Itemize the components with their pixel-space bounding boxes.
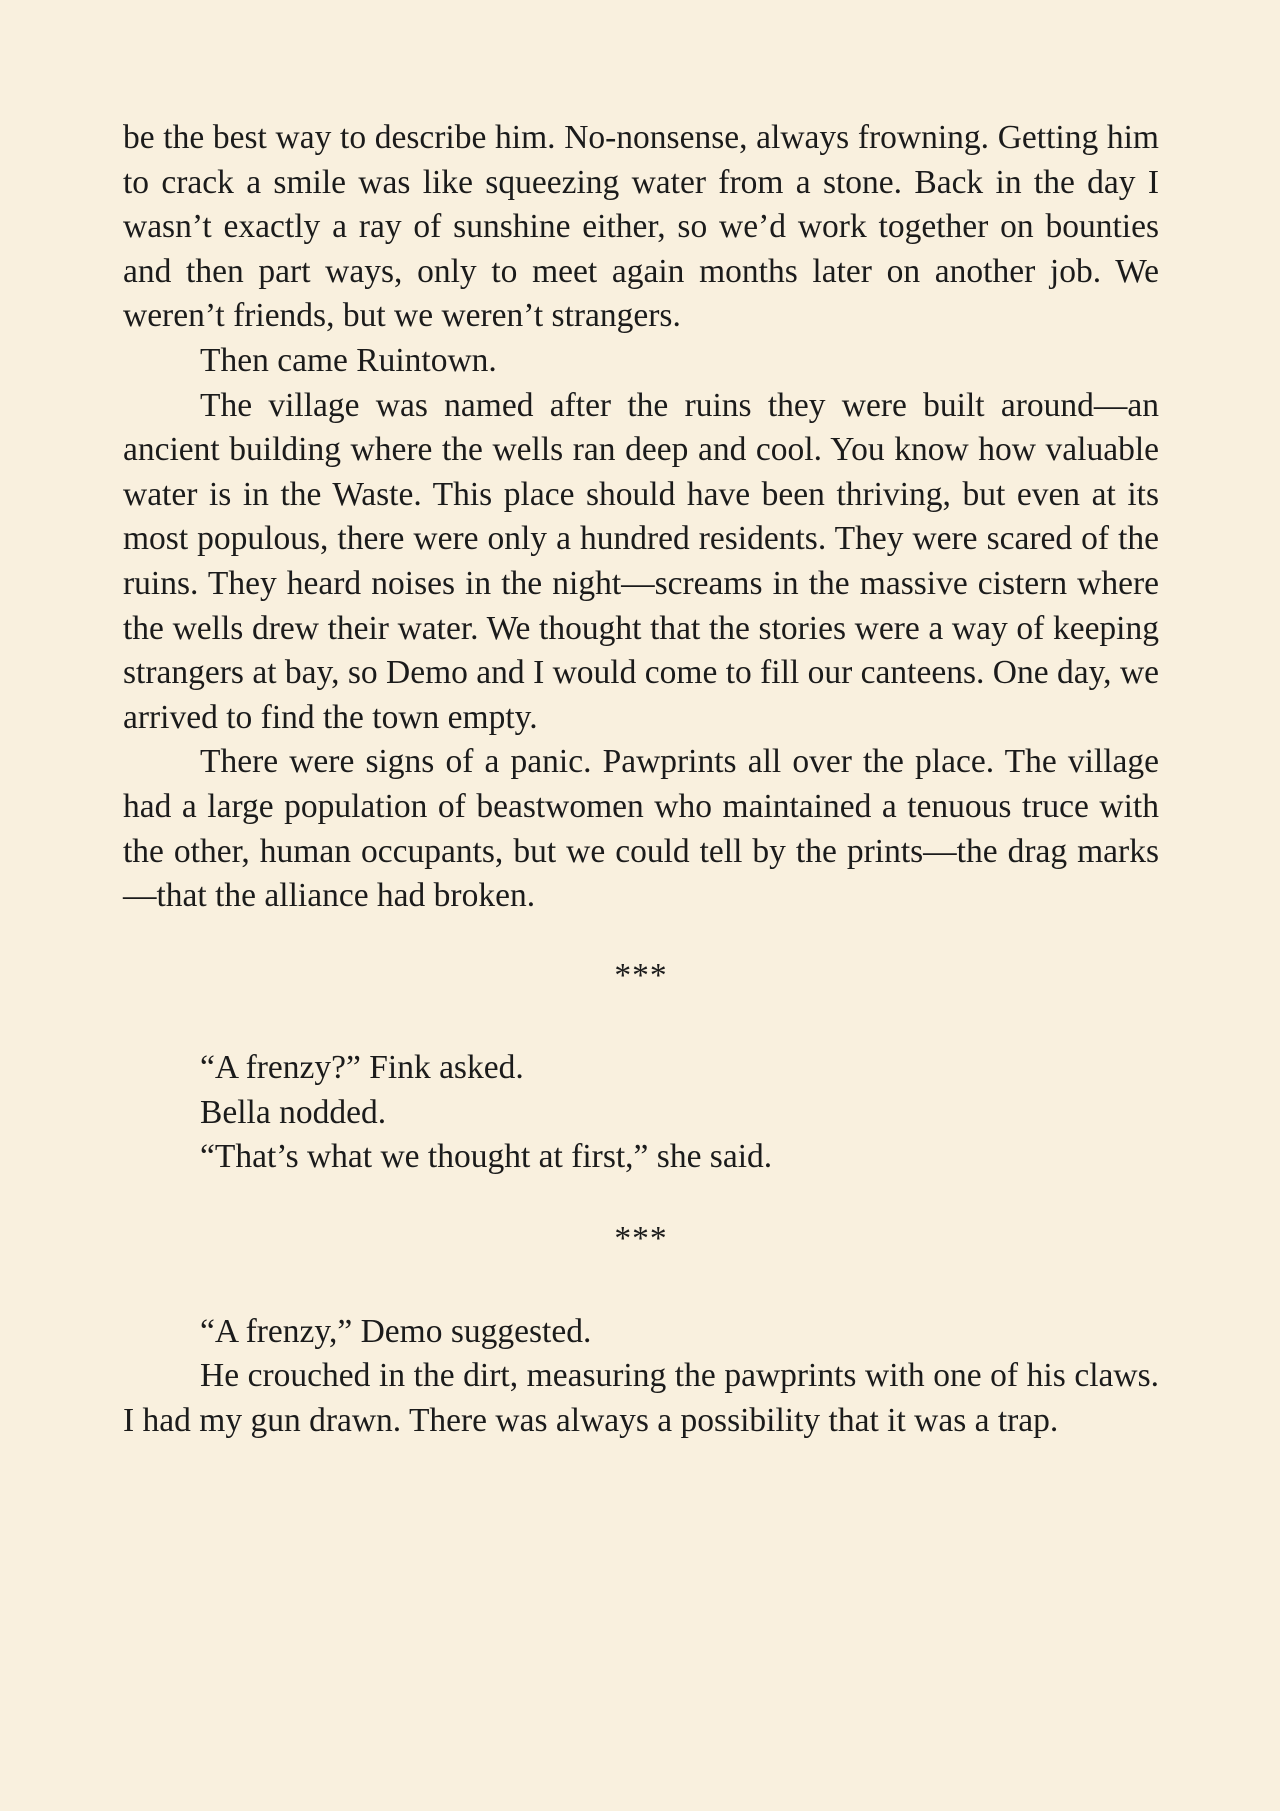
paragraph-continued: be the best way to describe him. No-nonsense, always frowning. Getting him to crack a smile was like squeezing water from a stone. Back in the day I wasn’t exactly a ray of sunshine either, so we’d work together on bounties and then part ways, only to meet again months later on another job. We weren’t friends, but we weren’t strangers.	[123, 119, 1159, 335]
paragraph-bella-nodded: Bella nodded.	[200, 1093, 387, 1131]
spacer	[123, 998, 1159, 1046]
paragraph-panic: There were signs of a panic. Pawprints all over the place. The village had a large population of beastwomen who maintained a tenuous truce with the other, human occupants, but we could tell by the prints—the drag marks—that the alliance had broken.	[123, 743, 1159, 915]
paragraph-village: The village was named after the ruins they were built around—an ancient building where the wells ran deep and cool. You know how valuable water is in the Waste. This place should have been thriving, but even at its most populous, there were only a hundred residents. They were scared of the ruins. They heard noises in the night—screams in the massive cistern where the wells drew their water. We thought that the stories were a way of keeping strangers at bay, so Demo and I would come to fill our canteens. One day, we arrived to find the town empty.	[123, 386, 1159, 736]
paragraph-dialogue-bella: “That’s what we thought at first,” she said.	[200, 1138, 773, 1176]
spacer	[123, 1262, 1159, 1310]
paragraph-ruintown: Then came Ruintown.	[200, 341, 497, 379]
scene-break-separator: ***	[614, 1220, 668, 1258]
paragraph-crouched: He crouched in the dirt, measuring the pawprints with one of his claws. I had my gun drawn. There was always a possibility that it was a trap.	[123, 1357, 1159, 1439]
spacer	[123, 1180, 1159, 1217]
scene-break-separator: ***	[614, 956, 668, 994]
spacer	[123, 919, 1159, 954]
paragraph-dialogue-fink: “A frenzy?” Fink asked.	[200, 1049, 524, 1087]
paragraph-dialogue-demo: “A frenzy,” Demo suggested.	[200, 1312, 592, 1350]
